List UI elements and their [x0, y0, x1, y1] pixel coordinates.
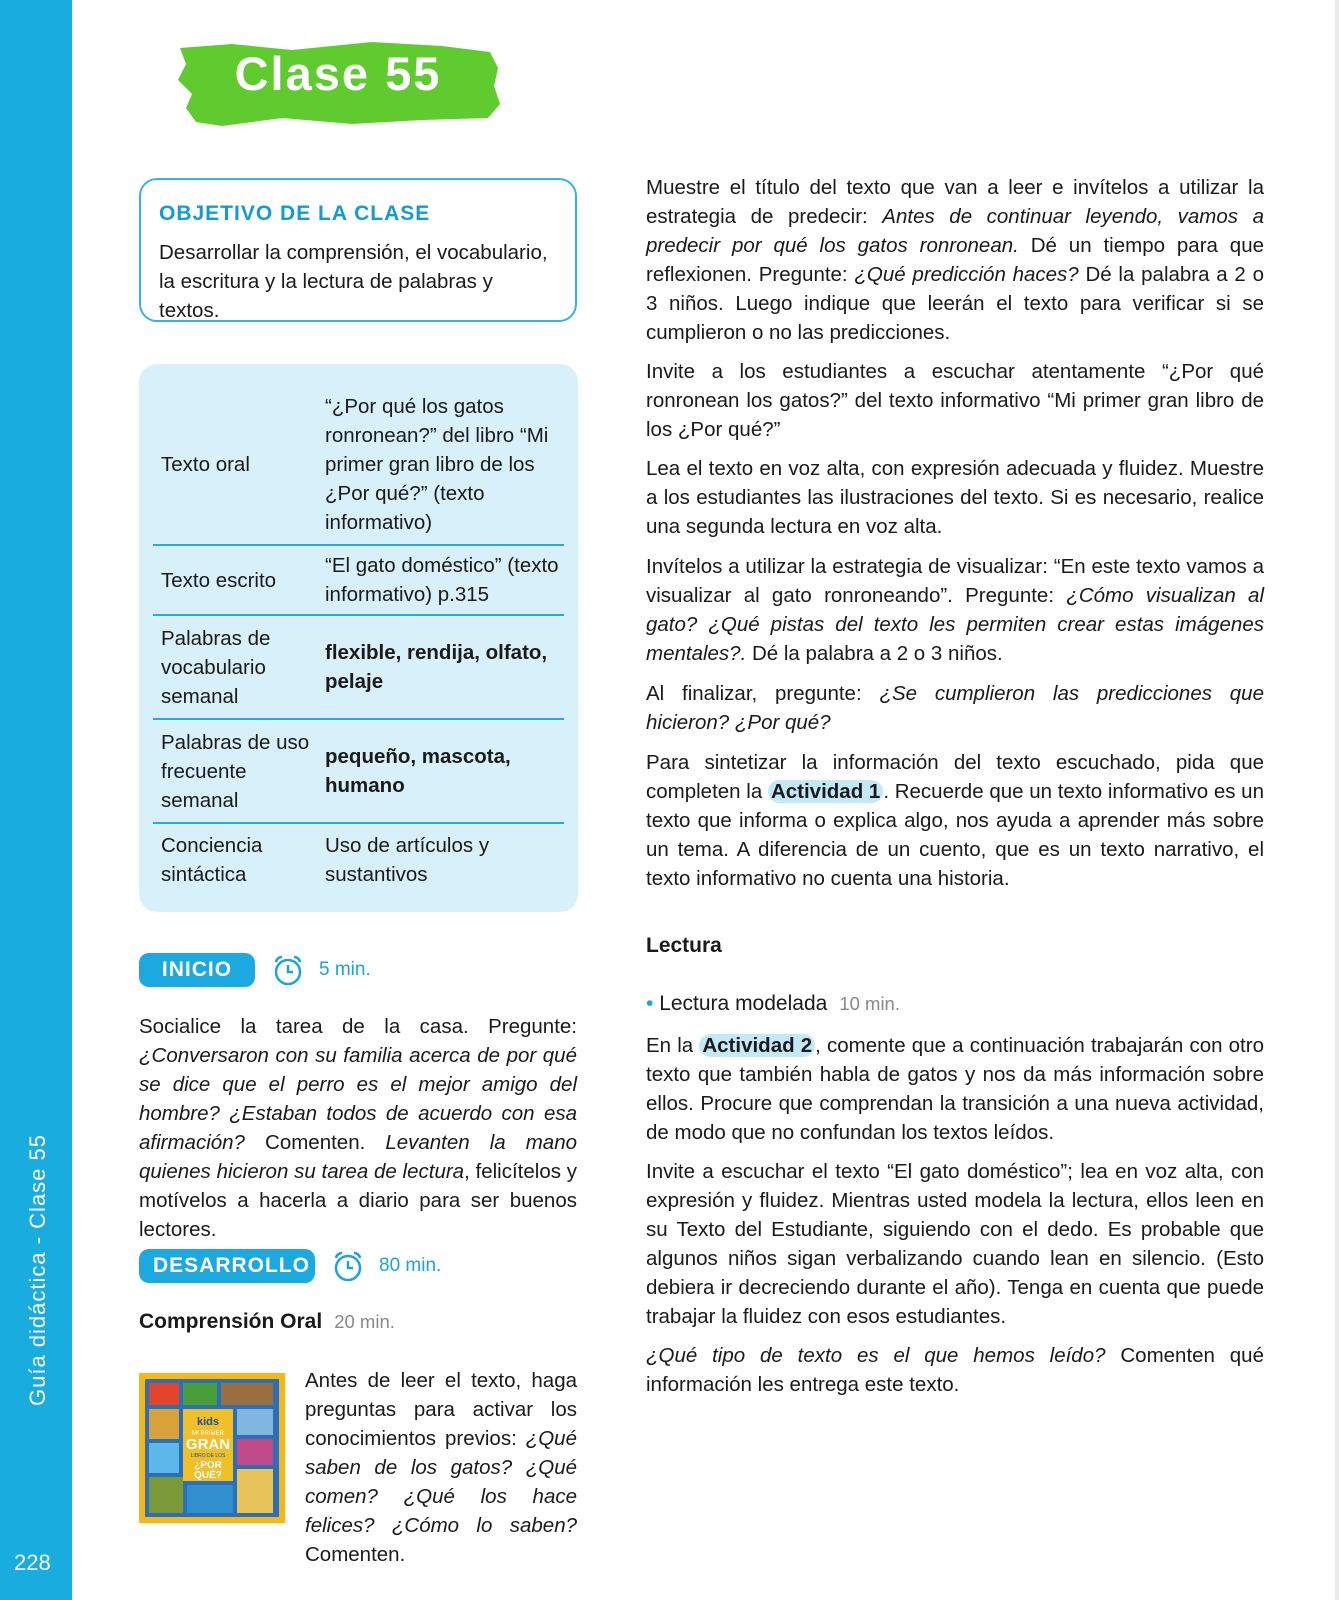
- lectura-modelada-heading: [646, 992, 900, 1016]
- paragraph: [646, 1031, 1264, 1147]
- text-run: . Recuerde que un texto informativo es un texto que informa o explica algo, nos ayuda a aprender más sobre un tema. A diferencia de un cuento, que es un texto narrativo, el texto informativo no cuenta una historia.: [646, 780, 1264, 890]
- info-label: Texto escrito: [161, 568, 277, 592]
- info-row: [153, 384, 564, 546]
- text-run: Dé un tiempo para que reflexionen. Pregunte:: [646, 234, 1265, 286]
- text-run: Al finalizar, pregunte:: [646, 682, 880, 705]
- info-value: “¿Por qué los gatos ronronean?” del libro “Mi primer gran libro de los ¿Por qué?” (texto informativo): [325, 394, 549, 534]
- heading-time: 20 min.: [334, 1311, 395, 1332]
- paragraph: [646, 748, 1264, 893]
- text-run: Muestre el título del texto que van a leer e invítelos a utilizar la estrategia de predecir:: [646, 176, 1264, 228]
- inicio-time: 5 min.: [319, 959, 371, 980]
- text-run: ¿Se cumplieron las predicciones que hicieron? ¿Por qué?: [646, 682, 1264, 734]
- book-cover-text: kids: [196, 1416, 220, 1428]
- info-label: Conciencia sintáctica: [161, 834, 263, 886]
- page-title: Clase 55: [234, 47, 442, 100]
- activity-link[interactable]: Actividad 1: [768, 780, 883, 803]
- text-run: Levanten la mano quienes hicieron su tarea de lectura: [139, 1131, 577, 1183]
- objective-text: Desarrollar la comprensión, el vocabulario, la escritura y la lectura de palabras y textos.: [159, 241, 548, 322]
- info-row: [153, 824, 564, 896]
- info-value: pequeño, mascota, humano: [325, 745, 511, 797]
- paragraph: Invite a escuchar el texto “El gato doméstico”; lea en voz alta, con expresión y fluidez. Mientras usted modela la lectura, ellos leen en su Texto del Estudiante, siguiendo con el dedo. Es probable que algunos niños sigan verbalizando cuando lean en silencio. (Esto debiera ir decreciendo durante el año). Tenga en cuenta que puede trabajar la fluidez con esos estudiantes.: [646, 1160, 1264, 1328]
- text-run: Antes de continuar leyendo, vamos a predecir por qué los gatos ronronean.: [646, 205, 1264, 257]
- paragraph: Lea el texto en voz alta, con expresión adecuada y fluidez. Muestre a los estudiantes las ilustraciones del texto. Si es necesario, realice una segunda lectura en voz alta.: [646, 457, 1264, 538]
- comprension-oral-heading: [139, 1310, 395, 1334]
- info-value: Uso de artículos y sustantivos: [325, 834, 490, 886]
- book-cover-text: LIBRO DE LOS: [190, 1453, 226, 1459]
- info-label: Palabras de uso frecuente semanal: [161, 730, 310, 812]
- book-cover-image: [139, 1373, 285, 1523]
- inicio-badge: INICIO: [139, 953, 255, 987]
- text-run: , comente que a continuación trabajarán con otro texto que también habla de gatos y nos da más información sobre ellos. Procure que comprendan la transición a una nueva actividad, de modo que no confundan los textos leídos.: [646, 1034, 1264, 1144]
- info-card: [139, 364, 578, 912]
- text-run: En la: [646, 1034, 700, 1057]
- heading-text: Comprensión Oral: [139, 1310, 323, 1333]
- book-cover-text: QUÉ?: [194, 1470, 222, 1481]
- paragraph: [646, 173, 1264, 347]
- info-value: “El gato doméstico” (texto informativo) p.315: [325, 554, 559, 606]
- book-paragraph: [305, 1366, 577, 1569]
- info-row: [153, 720, 564, 824]
- activity-link[interactable]: Actividad 2: [699, 1034, 815, 1057]
- paragraph: [646, 1341, 1264, 1399]
- text-run: Invítelos a utilizar la estrategia de visualizar: “En este texto vamos a visualizar al gato ronroneando”. Pregunte:: [646, 555, 1264, 607]
- sidebar-label: Guía didáctica - Clase 55: [25, 1133, 50, 1407]
- info-label: Palabras de vocabulario semanal: [161, 626, 271, 708]
- desarrollo-header: [139, 1249, 441, 1283]
- objective-box: [139, 178, 577, 322]
- text-run: ¿Cómo visualizan al gato? ¿Qué pistas del texto les permiten crear estas imágenes mentales?.: [646, 584, 1264, 665]
- text-run: ¿Qué saben de los gatos? ¿Qué comen? ¿Qué los hace felices? ¿Cómo lo saben?: [305, 1427, 577, 1537]
- alarm-clock-icon: [271, 953, 305, 987]
- text-run: Antes de leer el texto, haga preguntas para activar los conocimientos previos:: [305, 1369, 577, 1450]
- text-run: Comenten qué información les entrega este texto.: [646, 1344, 1264, 1396]
- book-cover-text: MI PRIMER: [192, 1431, 224, 1437]
- paragraph: [646, 679, 1264, 737]
- text-run: ¿Qué predicción haces?: [854, 263, 1079, 286]
- info-label: Texto oral: [161, 452, 250, 476]
- info-row: [153, 546, 564, 616]
- text-run: ¿Qué tipo de texto es el que hemos leído?: [646, 1344, 1106, 1367]
- inicio-paragraph: [139, 1012, 577, 1244]
- bullet-icon: •: [646, 992, 660, 1015]
- text-run: Socialice la tarea de la casa. Pregunte:: [139, 1015, 577, 1038]
- page-number: 228: [14, 1550, 51, 1575]
- text-run: Comenten.: [244, 1131, 386, 1154]
- heading-time: 10 min.: [839, 993, 900, 1014]
- desarrollo-time: 80 min.: [379, 1255, 442, 1276]
- text-run: Comenten.: [305, 1543, 406, 1566]
- info-row: [153, 616, 564, 720]
- text-run: Para sintetizar la información del texto escuchado, pida que completen la: [646, 751, 1264, 803]
- text-run: ¿Conversaron con su familia acerca de por qué se dice que el perro es el mejor amigo del hombre? ¿Estaban todos de acuerdo con esa afirmación?: [139, 1044, 577, 1154]
- lectura-heading: Lectura: [646, 934, 722, 957]
- book-cover-text: GRAN: [185, 1436, 231, 1453]
- info-value: flexible, rendija, olfato, pelaje: [325, 641, 548, 693]
- text-run: Dé la palabra a 2 o 3 niños. Luego indique que leerán el texto para verificar si se cumplieron o no las predicciones.: [646, 263, 1264, 344]
- desarrollo-badge: DESARROLLO: [139, 1249, 315, 1283]
- paragraph: [646, 552, 1264, 668]
- inicio-header: [139, 953, 371, 987]
- page-edge: [1335, 0, 1339, 1600]
- objective-heading: OBJETIVO DE LA CLASE: [159, 202, 431, 225]
- book-cover-text: ¿POR: [194, 1460, 222, 1471]
- heading-text: Lectura modelada: [659, 992, 828, 1015]
- text-run: , felicítelos y motívelos a hacerla a diario para ser buenos lectores.: [139, 1160, 577, 1241]
- paragraph: Invite a los estudiantes a escuchar atentamente “¿Por qué ronronean los gatos?” del texto informativo “Mi primer gran libro de los ¿Por qué?”: [646, 360, 1264, 441]
- text-run: Dé la palabra a 2 o 3 niños.: [746, 642, 1003, 665]
- alarm-clock-icon: [331, 1249, 365, 1283]
